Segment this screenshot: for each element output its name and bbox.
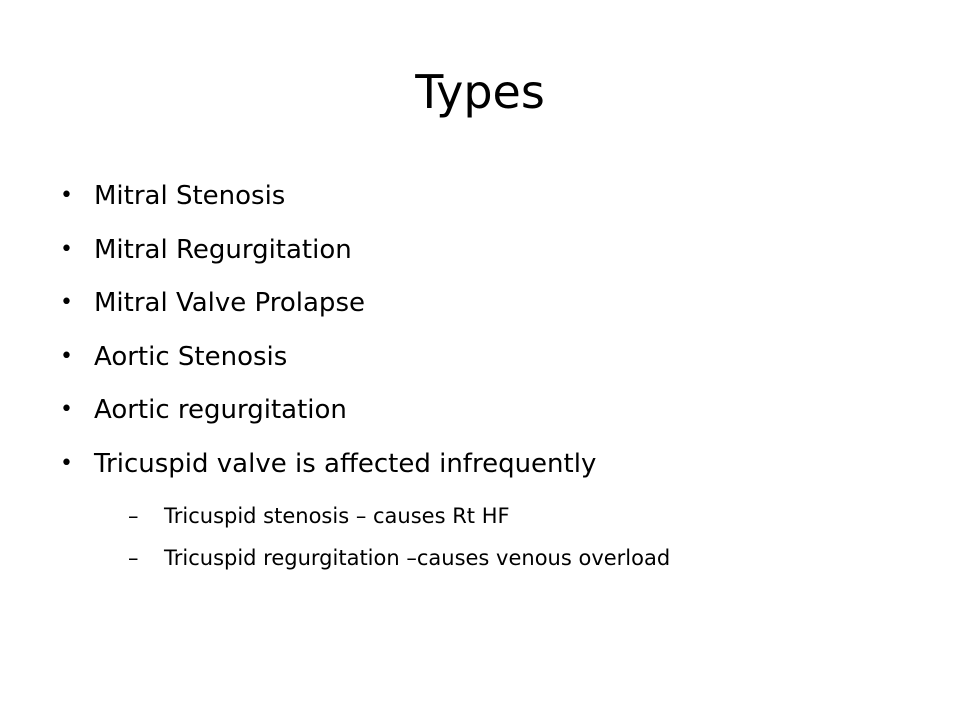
bullet-item	[58, 226, 918, 280]
bullet-list	[58, 172, 918, 493]
bullet-text: Tricuspid valve is affected infrequently	[94, 448, 597, 479]
bullet-text: Mitral Valve Prolapse	[94, 288, 365, 318]
dash-icon: –	[128, 546, 139, 570]
bullet-item	[58, 333, 918, 387]
bullet-dot-icon: •	[60, 183, 73, 208]
bullet-dot-icon: •	[60, 290, 73, 315]
bullet-item	[58, 279, 918, 333]
bullet-dot-icon: •	[60, 236, 73, 262]
sub-bullet-text: Tricuspid regurgitation –causes venous overload	[164, 546, 671, 570]
sub-bullet-list	[128, 496, 670, 580]
bullet-text: Aortic Stenosis	[94, 341, 288, 372]
bullet-dot-icon: •	[60, 450, 73, 476]
bullet-text: Aortic regurgitation	[94, 395, 347, 425]
dash-icon: –	[128, 504, 139, 528]
bullet-item	[58, 172, 918, 226]
bullet-item	[58, 386, 918, 440]
bullet-dot-icon: •	[60, 343, 73, 369]
bullet-text: Mitral Regurgitation	[94, 234, 352, 265]
bullet-text: Mitral Stenosis	[94, 181, 286, 211]
bullet-dot-icon: •	[60, 397, 73, 422]
slide-title: Types	[415, 65, 545, 119]
sub-bullet-item	[128, 538, 670, 580]
sub-bullet-item	[128, 496, 670, 538]
sub-bullet-text: Tricuspid stenosis – causes Rt HF	[164, 504, 510, 528]
bullet-item	[58, 440, 918, 494]
